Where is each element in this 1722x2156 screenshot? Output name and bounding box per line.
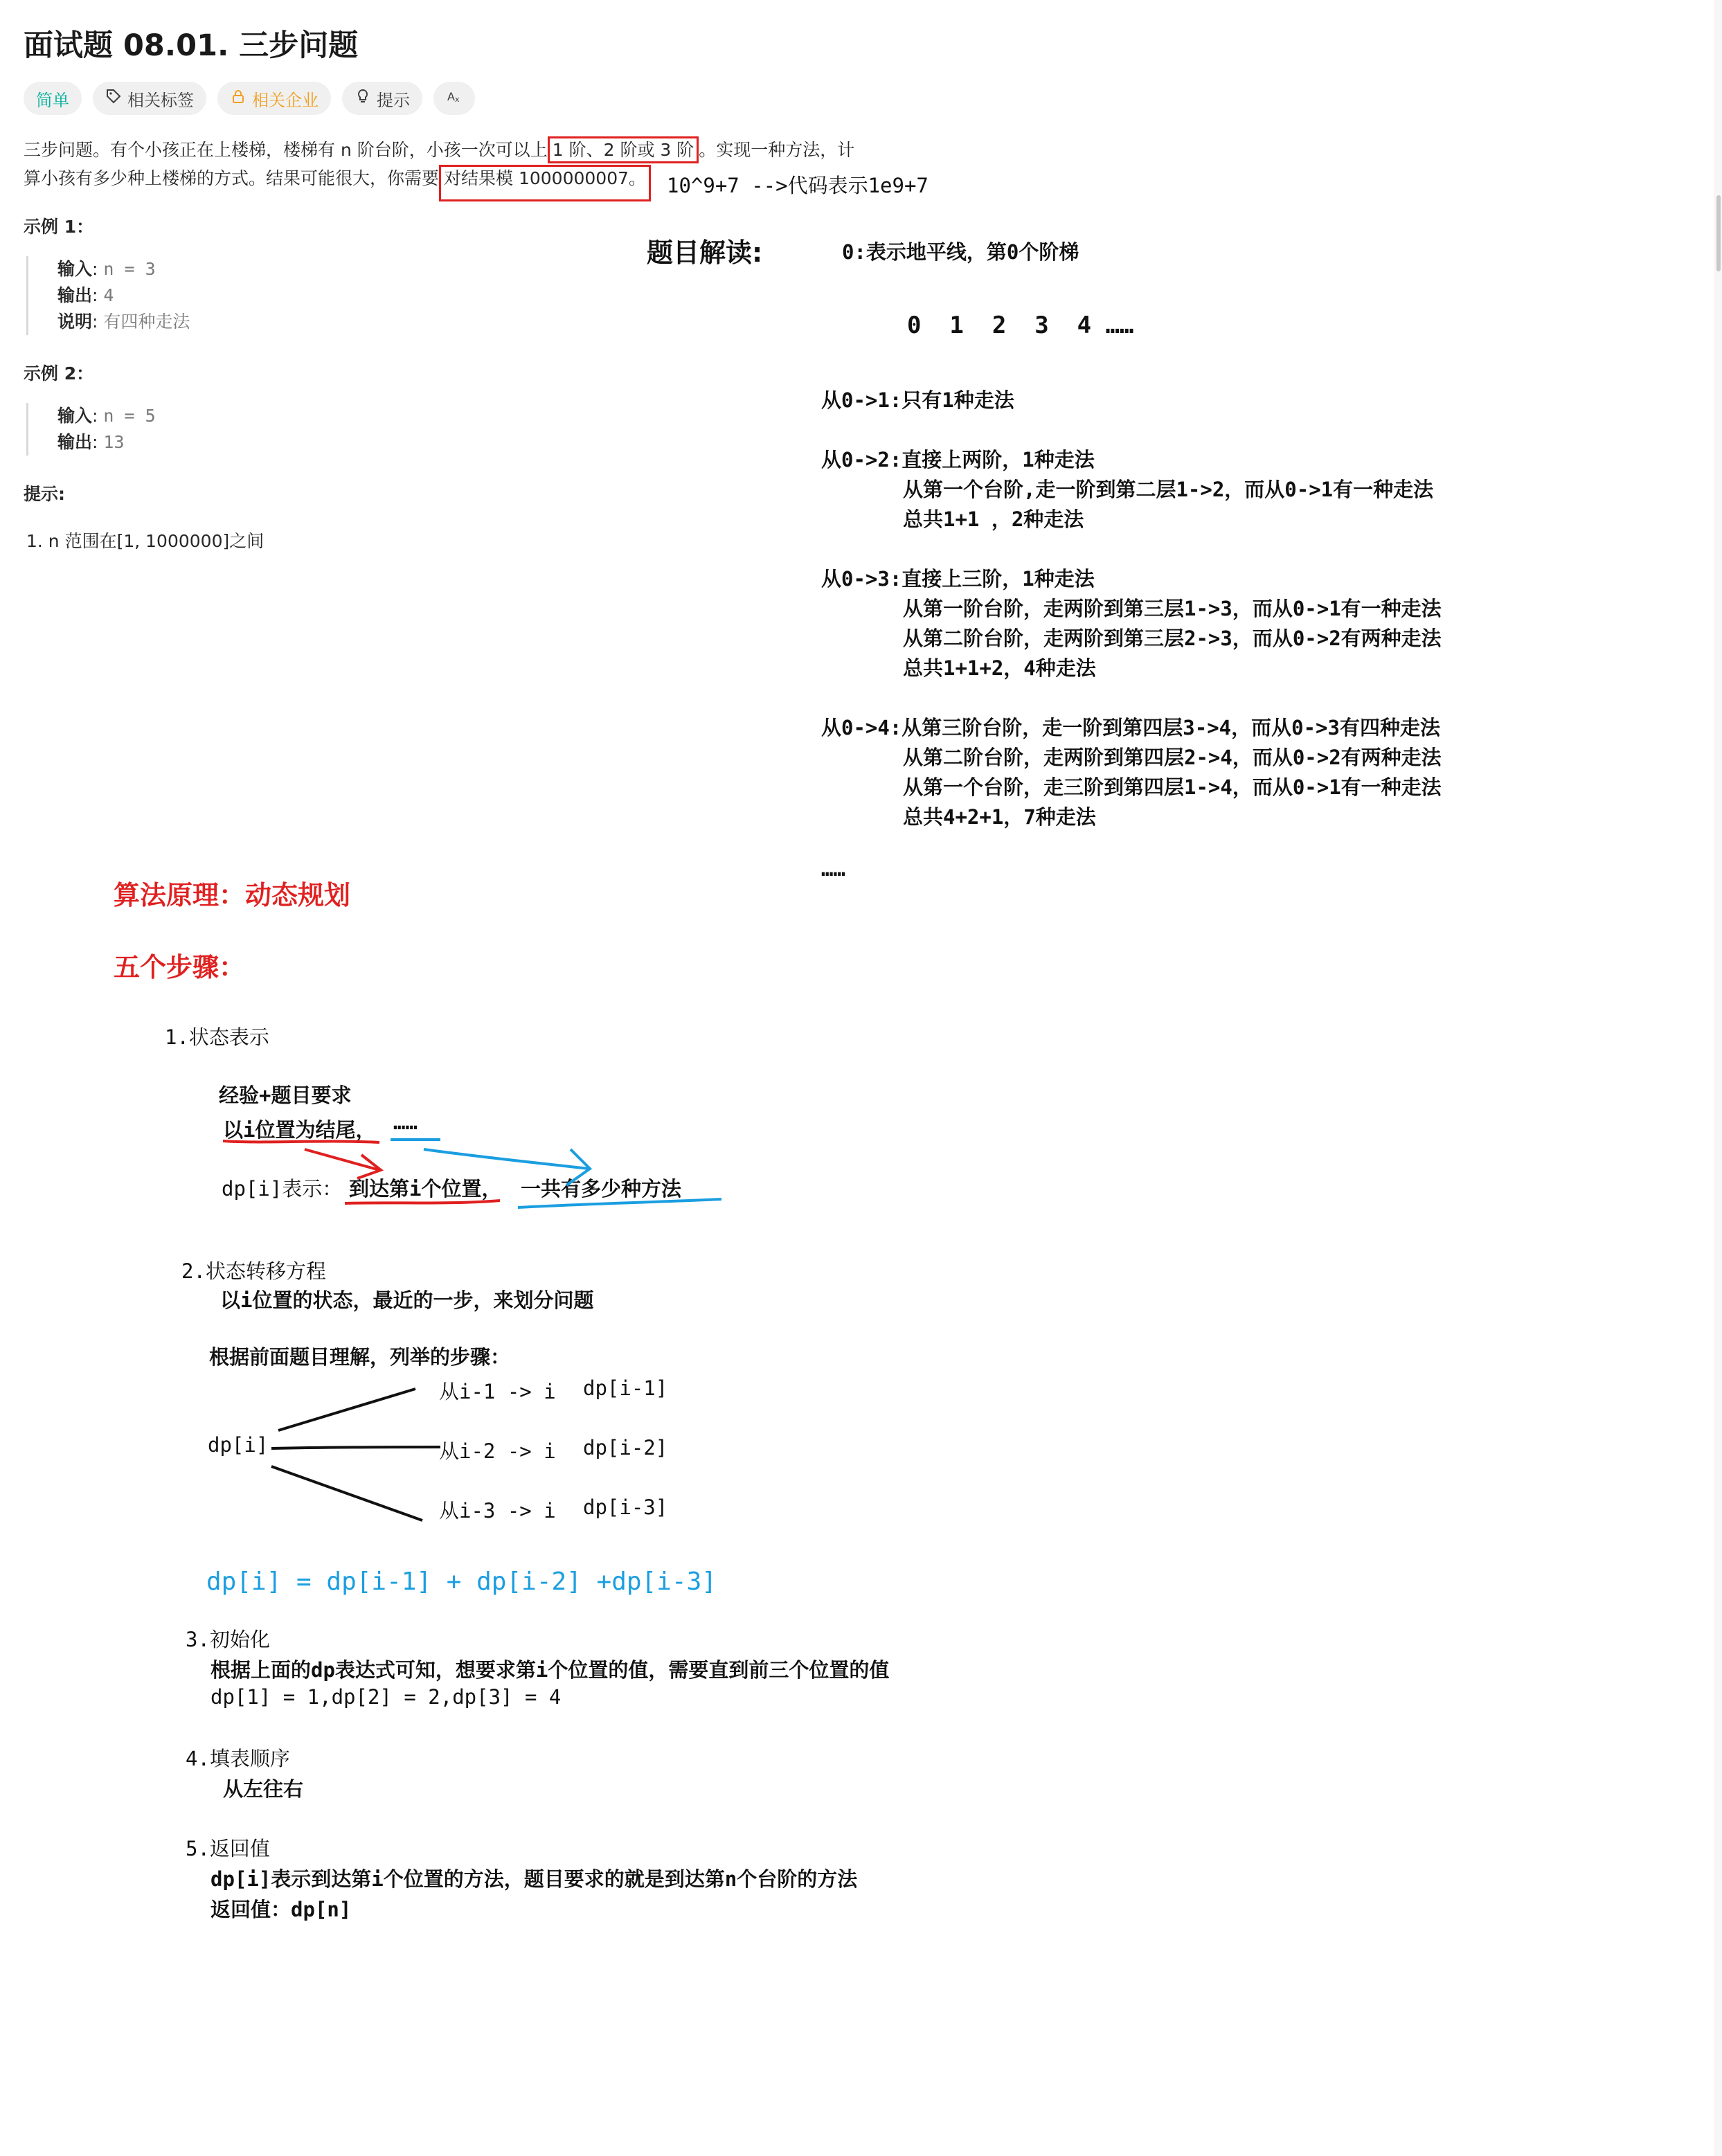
step-5-line-2: 返回值：dp[n] — [210, 1898, 352, 1921]
step-4-heading: 4.填表顺序 — [186, 1747, 290, 1770]
hint-heading: 提示: — [24, 484, 65, 504]
branch-1-dp: dp[i-1] — [583, 1376, 668, 1400]
step-5-heading: 5.返回值 — [186, 1837, 270, 1860]
highlight-steps: 1 阶、2 阶或 3 阶 — [548, 136, 699, 163]
dp-root: dp[i] — [208, 1433, 269, 1457]
step-4-line-1: 从左往右 — [223, 1777, 304, 1801]
step-2-line-1: 以i位置的状态，最近的一步，来划分问题 — [220, 1288, 594, 1312]
red-underline-2 — [345, 1201, 500, 1203]
case-3-line-4: 总共1+1+2，4种走法 — [903, 656, 1096, 680]
step-3-heading: 3.初始化 — [186, 1628, 270, 1651]
related-tags-button[interactable]: 相关标签 — [93, 82, 206, 115]
example-1-heading: 示例 1： — [24, 217, 94, 237]
description-line-2: 算小孩有多少种上楼梯的方式。结果可能很大，你需要 对结果模 1000000007。 — [24, 165, 651, 190]
description-line-1: 三步问题。有个小孩正在上楼梯，楼梯有 n 阶台阶，小孩一次可以上 1 阶、2 阶或 3 阶 。实现一种方法，计 — [24, 136, 854, 161]
mod-note: 10^9+7 -->代码表示1e9+7 — [667, 174, 929, 197]
case-4-line-3: 从第一个台阶，走三阶到第四层1->4，而从0->1有一种走法 — [903, 775, 1442, 799]
case-2-line-3: 总共1+1 ，2种走法 — [903, 507, 1084, 531]
example-2-heading: 示例 2： — [24, 363, 94, 384]
step-5-line-1: dp[i]表示到达第i个位置的方法，题目要求的就是到达第n个台阶的方法 — [210, 1867, 858, 1891]
hint-button[interactable]: 提示 — [342, 82, 422, 115]
branch-3-from: 从i-3 -> i — [439, 1499, 556, 1522]
step-1-line-3-red: 到达第i个位置， — [349, 1177, 502, 1201]
branch-3-dp: dp[i-3] — [583, 1495, 668, 1519]
svg-text:x: x — [455, 95, 460, 104]
algorithm-principle: 算法原理：动态规划 — [114, 880, 351, 910]
scrollbar-track[interactable] — [1714, 0, 1722, 2156]
step-1-line-2a: 以i位置为结尾， — [223, 1118, 376, 1142]
step-2-heading: 2.状态转移方程 — [181, 1259, 326, 1283]
hint-item: 1. n 范围在[1, 1000000]之间 — [26, 531, 264, 551]
red-underline-1 — [223, 1141, 379, 1142]
step-1-line-2b: …… — [393, 1111, 418, 1134]
highlight-mod: 对结果模 1000000007。 — [439, 165, 651, 201]
step-1-line-1: 经验+题目要求 — [219, 1084, 352, 1107]
page-title: 面试题 08.01. 三步问题 — [24, 28, 359, 63]
step-1-heading: 1.状态表示 — [165, 1025, 269, 1049]
example-1-block: 输入: n = 3 输出: 4 说明: 有四种走法 — [26, 256, 190, 335]
related-companies-button[interactable]: 相关企业 — [217, 82, 331, 115]
step-3-line-2: dp[1] = 1,dp[2] = 2,dp[3] = 4 — [210, 1685, 562, 1709]
branch-line-3 — [271, 1466, 422, 1520]
branch-line-2 — [271, 1447, 440, 1448]
case-4-line-1: 从0->4:从第三阶台阶，走一阶到第四层3->4，而从0->3有四种走法 — [821, 716, 1440, 739]
case-3-line-2: 从第一阶台阶，走两阶到第三层1->3，而从0->1有一种走法 — [903, 597, 1442, 620]
blue-arrow-line — [424, 1149, 589, 1169]
steps-row: 0 1 2 3 4 …… — [907, 312, 1134, 339]
svg-text:A: A — [447, 90, 455, 103]
case-4-line-4: 总共4+2+1，7种走法 — [903, 805, 1096, 829]
step-1-line-3-prefix: dp[i]表示： — [222, 1177, 343, 1201]
branch-2-dp: dp[i-2] — [583, 1436, 668, 1459]
step-2-line-2: 根据前面题目理解，列举的步骤： — [209, 1345, 511, 1369]
reading-title: 题目解读: — [647, 237, 763, 268]
step-3-line-1: 根据上面的dp表达式可知，想要求第i个位置的值，需要直到前三个位置的值 — [210, 1658, 890, 1682]
case-2-line-2: 从第一个台阶,走一阶到第二层1->2，而从0->1有一种走法 — [903, 478, 1434, 501]
case-3-line-1: 从0->3:直接上三阶，1种走法 — [821, 567, 1095, 591]
case-2-line-1: 从0->2:直接上两阶，1种走法 — [821, 448, 1095, 471]
case-4-line-2: 从第二阶台阶，走两阶到第四层2->4，而从0->2有两种走法 — [903, 746, 1442, 769]
example-2-block: 输入: n = 5 输出: 13 — [26, 403, 156, 456]
five-steps-heading: 五个步骤： — [114, 952, 246, 982]
case-3-line-3: 从第二阶台阶，走两阶到第三层2->3，而从0->2有两种走法 — [903, 627, 1442, 650]
blue-underline-2 — [518, 1199, 721, 1207]
case-1: 从0->1:只有1种走法 — [821, 388, 1014, 412]
difficulty-badge[interactable]: 简单 — [24, 82, 82, 115]
branch-line-1 — [278, 1389, 415, 1430]
branch-1-from: 从i-1 -> i — [439, 1380, 556, 1403]
step-1-line-3-blue: 一共有多少种方法 — [521, 1177, 682, 1201]
notes-ellipsis: …… — [821, 857, 845, 881]
branch-2-from: 从i-2 -> i — [439, 1439, 556, 1463]
scrollbar-thumb[interactable] — [1716, 195, 1721, 271]
transition-equation: dp[i] = dp[i-1] + dp[i-2] +dp[i-3] — [206, 1567, 717, 1596]
ground-note: 0:表示地平线，第0个阶梯 — [842, 240, 1079, 264]
